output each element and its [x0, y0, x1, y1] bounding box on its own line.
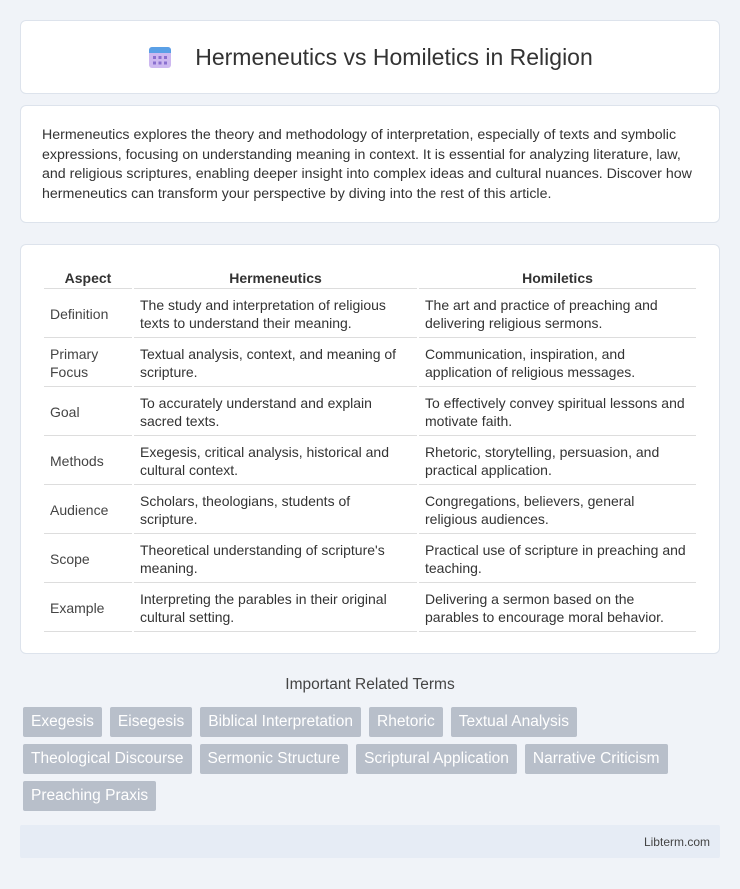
cell-hermeneutics: The study and interpretation of religious texts to understand their meaning. — [134, 289, 417, 338]
cell-hermeneutics: Scholars, theologians, students of scripture. — [134, 485, 417, 534]
related-term-tag[interactable]: Narrative Criticism — [525, 744, 668, 774]
related-term-tag[interactable]: Sermonic Structure — [200, 744, 349, 774]
calendar-icon — [147, 44, 173, 70]
cell-aspect: Scope — [44, 534, 132, 583]
header-card — [20, 20, 720, 94]
cell-homiletics: Delivering a sermon based on the parables to encourage moral behavior. — [419, 583, 696, 632]
table-row — [44, 485, 696, 534]
cell-homiletics: Congregations, believers, general religious audiences. — [419, 485, 696, 534]
table-row — [44, 289, 696, 338]
cell-hermeneutics: Interpreting the parables in their original cultural setting. — [134, 583, 417, 632]
footer — [20, 825, 720, 858]
table-row — [44, 338, 696, 387]
cell-hermeneutics: Exegesis, critical analysis, historical and cultural context. — [134, 436, 417, 485]
header-hermeneutics: Hermeneutics — [134, 267, 417, 289]
table-header-row — [44, 267, 696, 289]
related-term-tag[interactable]: Textual Analysis — [451, 707, 577, 737]
table-body — [44, 289, 696, 632]
page-title: Hermeneutics vs Homiletics in Religion — [195, 43, 593, 70]
cell-hermeneutics: Textual analysis, context, and meaning of scripture. — [134, 338, 417, 387]
header-aspect: Aspect — [44, 267, 132, 289]
cell-aspect: Primary Focus — [44, 338, 132, 387]
footer-site-link[interactable]: Libterm.com — [643, 835, 710, 849]
cell-aspect: Methods — [44, 436, 132, 485]
related-terms-title: Important Related Terms — [285, 676, 455, 693]
table-row — [44, 387, 696, 436]
related-term-tag[interactable]: Theological Discourse — [23, 744, 192, 774]
comparison-table-card — [20, 244, 720, 654]
related-term-tag[interactable]: Rhetoric — [369, 707, 443, 737]
table-row — [44, 583, 696, 632]
cell-aspect: Audience — [44, 485, 132, 534]
table-row — [44, 436, 696, 485]
cell-homiletics: The art and practice of preaching and delivering religious sermons. — [419, 289, 696, 338]
related-term-tag[interactable]: Eisegesis — [110, 707, 192, 737]
related-terms-list — [23, 707, 723, 818]
related-term-tag[interactable]: Scriptural Application — [356, 744, 517, 774]
related-term-tag[interactable]: Exegesis — [23, 707, 102, 737]
cell-homiletics: Rhetoric, storytelling, persuasion, and practical application. — [419, 436, 696, 485]
cell-hermeneutics: To accurately understand and explain sacred texts. — [134, 387, 417, 436]
cell-aspect: Goal — [44, 387, 132, 436]
cell-aspect: Example — [44, 583, 132, 632]
cell-hermeneutics: Theoretical understanding of scripture's meaning. — [134, 534, 417, 583]
table-row — [44, 534, 696, 583]
related-term-tag[interactable]: Biblical Interpretation — [200, 707, 361, 737]
cell-homiletics: To effectively convey spiritual lessons and motivate faith. — [419, 387, 696, 436]
header-homiletics: Homiletics — [419, 267, 696, 289]
comparison-table — [42, 267, 698, 632]
cell-homiletics: Practical use of scripture in preaching and teaching. — [419, 534, 696, 583]
related-term-tag[interactable]: Preaching Praxis — [23, 781, 156, 811]
cell-homiletics: Communication, inspiration, and application of religious messages. — [419, 338, 696, 387]
intro-card — [20, 105, 720, 223]
intro-text: Hermeneutics explores the theory and methodology of interpretation, especially of texts and symbolic expressions, focusing on understanding meaning in context. It is essential for analyzing literature, law, and religious scriptures, enabling deeper insight into complex ideas and cultural nuances. Discover how hermeneutics can transform your perspective by diving into the rest of this article. — [42, 127, 692, 202]
cell-aspect: Definition — [44, 289, 132, 338]
